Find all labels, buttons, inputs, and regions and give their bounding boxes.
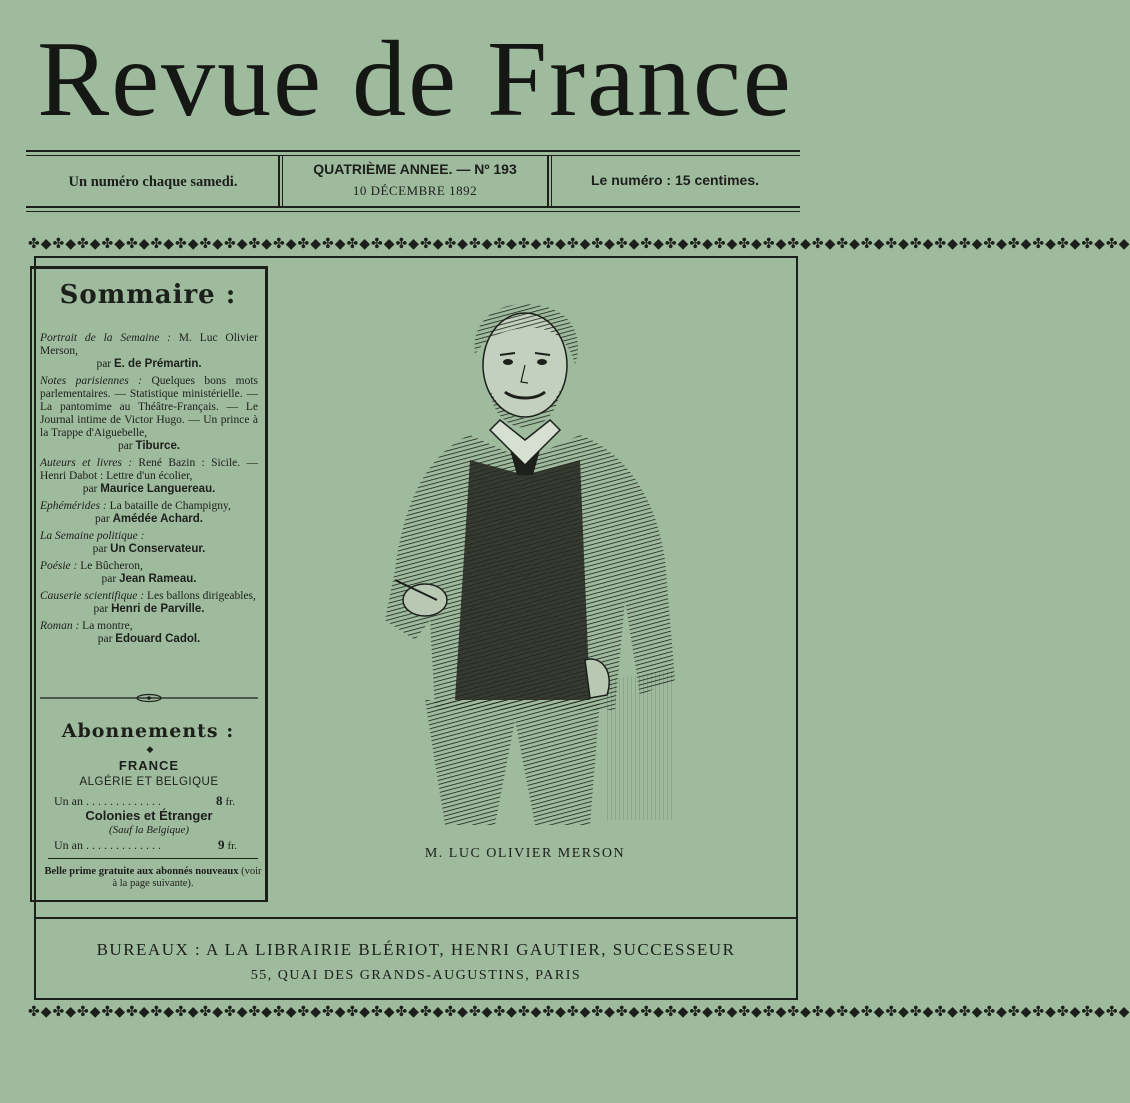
entry-text: René Bazin : Sicile. — Henri Dabot : Lettre d'un écolier, bbox=[40, 457, 258, 482]
entry-author: E. de Prémartin. bbox=[114, 358, 202, 370]
entry-author-line bbox=[40, 543, 258, 556]
entry-author-line bbox=[40, 603, 258, 616]
entry-author-line bbox=[40, 633, 258, 646]
entry-by: par bbox=[92, 543, 108, 555]
entry-section: Portrait de la Semaine : bbox=[40, 332, 171, 344]
entry-author: Amédée Achard. bbox=[112, 513, 203, 525]
sommaire-entry bbox=[40, 500, 258, 526]
abo-prime-bold: Belle prime gratuite aux abonnés nouveaux bbox=[44, 866, 239, 877]
masthead-issue-date: 10 DÉCEMBRE 1892 bbox=[352, 183, 478, 198]
abo-sauf: (Sauf la Belgique) bbox=[108, 824, 190, 836]
footer-address-line: 55, QUAI DES GRANDS-AUGUSTINS, PARIS bbox=[250, 968, 582, 983]
entry-author: Tiburce. bbox=[135, 440, 181, 452]
masthead-left-text: Un numéro chaque samedi. bbox=[68, 174, 238, 190]
entry-section: Roman : bbox=[40, 620, 80, 632]
masthead-divider-left-thin bbox=[282, 156, 283, 208]
sommaire-heading: Sommaire : bbox=[59, 280, 237, 310]
entry-author: Maurice Languereau. bbox=[100, 483, 216, 495]
abo-row1-amount: 8 bbox=[216, 793, 223, 808]
entry-author: Jean Rameau. bbox=[119, 573, 197, 585]
entry-by: par bbox=[93, 603, 109, 615]
sommaire-entry bbox=[40, 590, 258, 616]
abo-colonies: Colonies et Étranger bbox=[85, 808, 213, 823]
sommaire-entry bbox=[40, 332, 258, 371]
entry-by: par bbox=[82, 483, 98, 495]
entry-author: Henri de Parville. bbox=[111, 603, 205, 615]
sommaire-entry bbox=[40, 530, 258, 556]
entry-text: La montre, bbox=[82, 620, 133, 632]
masthead-top-rule-thin bbox=[26, 155, 800, 156]
entry-section: Ephémérides : bbox=[40, 500, 107, 512]
sommaire-list bbox=[40, 332, 258, 650]
masthead-top-rule bbox=[26, 150, 800, 152]
abo-row1-price bbox=[216, 793, 235, 809]
sommaire-divider-ornament bbox=[40, 692, 258, 704]
top-ornament-band: ✤◆✤◆✤◆✤◆✤◆✤◆✤◆✤◆✤◆✤◆✤◆✤◆✤◆✤◆✤◆✤◆✤◆✤◆✤◆✤◆✤◆✤◆✤◆✤◆✤◆✤◆✤◆✤◆✤◆✤◆✤◆✤◆✤◆✤◆✤◆✤◆✤◆✤◆✤◆✤◆✤◆✤◆✤◆✤◆✤◆ bbox=[28, 236, 1130, 252]
entry-text: Quelques bons mots parlementaires. — Statistique ministérielle. — La pantomime au Théâtre-Français. — Le Journal intime de Victor Hugo. — Un prince à la Trappe d'Aiguebelle, bbox=[40, 375, 258, 439]
footer-divider bbox=[34, 917, 798, 919]
sommaire-entry bbox=[40, 457, 258, 496]
masthead-divider-right bbox=[547, 156, 549, 208]
abo-row2-price bbox=[218, 837, 237, 853]
entry-by: par bbox=[96, 358, 112, 370]
footer-bureaux-line: BUREAUX : A LA LIBRAIRIE BLÉRIOT, HENRI GAUTIER, SUCCESSEUR bbox=[96, 940, 736, 959]
entry-section: Poésie : bbox=[40, 560, 78, 572]
masthead-right-text: Le numéro : 15 centimes. bbox=[590, 172, 760, 188]
abo-france: FRANCE bbox=[118, 758, 180, 773]
masthead-issue-number: QUATRIÈME ANNEE. — Nº 193 bbox=[313, 161, 517, 177]
portrait-caption: M. LUC OLIVIER MERSON bbox=[424, 846, 626, 861]
sommaire-entry bbox=[40, 620, 258, 646]
entry-author: Un Conservateur. bbox=[110, 543, 206, 555]
abo-row2-unit: fr. bbox=[227, 840, 237, 852]
entry-section: La Semaine politique : bbox=[40, 530, 145, 542]
abo-row2-amount: 9 bbox=[218, 837, 225, 852]
abo-prime-rest: (voir à la page suivante). bbox=[112, 866, 262, 889]
entry-author-line bbox=[40, 440, 258, 453]
abo-rule bbox=[48, 858, 258, 859]
entry-by: par bbox=[95, 513, 110, 525]
sommaire-entry bbox=[40, 375, 258, 453]
entry-text: Le Bûcheron, bbox=[80, 560, 143, 572]
abonnements-heading: Abonnements : bbox=[61, 720, 235, 742]
abo-algerie: ALGÉRIE ET BELGIQUE bbox=[79, 776, 219, 788]
bottom-ornament-band: ✤◆✤◆✤◆✤◆✤◆✤◆✤◆✤◆✤◆✤◆✤◆✤◆✤◆✤◆✤◆✤◆✤◆✤◆✤◆✤◆✤◆✤◆✤◆✤◆✤◆✤◆✤◆✤◆✤◆✤◆✤◆✤◆✤◆✤◆✤◆✤◆✤◆✤◆✤◆✤◆✤◆✤◆✤◆✤◆✤◆ bbox=[28, 1004, 1130, 1020]
entry-section: Causerie scientifique : bbox=[40, 590, 145, 602]
entry-section: Auteurs et livres : bbox=[40, 457, 133, 469]
entry-by: par bbox=[101, 573, 117, 585]
entry-text: M. Luc Olivier Merson, bbox=[40, 332, 258, 357]
masthead-bottom-rule-thin bbox=[26, 211, 800, 212]
portrait-engraving bbox=[375, 300, 680, 830]
journal-title: Revue de France bbox=[37, 20, 793, 139]
entry-text: La bataille de Champigny, bbox=[109, 500, 231, 512]
entry-by: par bbox=[117, 440, 133, 452]
entry-section: Notes parisiennes : bbox=[40, 375, 143, 387]
entry-author: Edouard Cadol. bbox=[115, 633, 201, 645]
entry-author-line bbox=[40, 573, 258, 586]
sommaire-entry bbox=[40, 560, 258, 586]
abo-prime bbox=[44, 866, 262, 890]
entry-by: par bbox=[97, 633, 113, 645]
abo-row1-label: Un an . . . . . . . . . . . . . bbox=[54, 794, 161, 808]
entry-text: Les ballons dirigeables, bbox=[147, 590, 256, 602]
entry-author-line bbox=[40, 483, 258, 496]
entry-author-line bbox=[40, 513, 258, 526]
abo-row2-label: Un an . . . . . . . . . . . . . bbox=[54, 838, 161, 852]
masthead-bottom-rule bbox=[26, 206, 800, 208]
abo-row1-unit: fr. bbox=[225, 796, 235, 808]
abonnements-small-ornament: ◆ bbox=[146, 744, 154, 754]
entry-author-line bbox=[40, 358, 258, 371]
masthead-divider-left bbox=[278, 156, 280, 208]
